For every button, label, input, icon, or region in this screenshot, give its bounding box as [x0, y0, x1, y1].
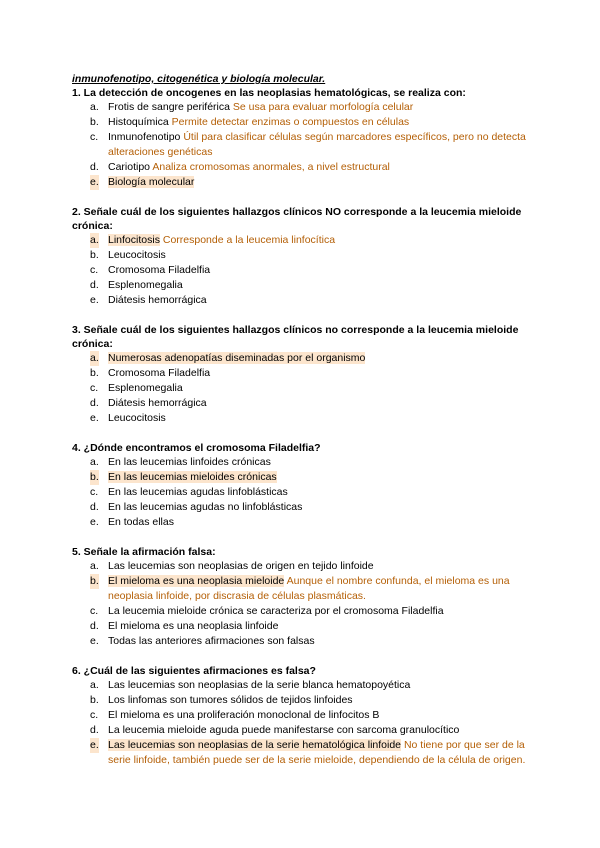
- option-text: En las leucemias linfoides crónicas: [108, 456, 271, 468]
- option-letter: a.: [90, 234, 99, 246]
- option-d: [72, 619, 532, 634]
- option-e: [72, 293, 532, 308]
- option-text: En las leucemias agudas no linfoblásticas: [108, 501, 303, 513]
- option-text: En todas ellas: [108, 516, 174, 528]
- option-letter: e.: [90, 635, 99, 647]
- option-list: [72, 678, 532, 768]
- option-list: [72, 351, 532, 426]
- option-text: En las leucemias mieloides crónicas: [108, 471, 277, 483]
- option-letter: e.: [90, 739, 99, 751]
- option-letter: b.: [90, 471, 99, 483]
- question-1: [72, 86, 532, 190]
- option-c: [72, 130, 532, 160]
- section-subtitle: inmunofenotipo, citogenética y biología molecular.: [72, 73, 326, 85]
- option-text: En las leucemias agudas linfoblásticas: [108, 486, 288, 498]
- option-a: [72, 455, 532, 470]
- option-letter: c.: [90, 131, 99, 143]
- option-list: [72, 100, 532, 190]
- option-letter: b.: [90, 694, 99, 706]
- option-letter: e.: [90, 516, 99, 528]
- option-text: Las leucemias son neoplasias de la serie hematológica linfoide: [108, 739, 402, 751]
- option-text: Esplenomegalia: [108, 382, 183, 394]
- option-letter: a.: [90, 560, 99, 572]
- option-list: [72, 455, 532, 530]
- option-note: Permite detectar enzimas o compuestos en células: [171, 116, 410, 128]
- option-d: [72, 160, 532, 175]
- option-c: [72, 381, 532, 396]
- option-text: La leucemia mieloide crónica se caracteriza por el cromosoma Filadelfia: [108, 605, 444, 617]
- document-page: [72, 72, 532, 783]
- question-title: 3. Señale cuál de los siguientes hallazgos clínicos no corresponde a la leucemia mieloide crónica:: [72, 324, 519, 350]
- question-2: [72, 205, 532, 308]
- option-e-correct: [72, 738, 532, 768]
- option-note: Se usa para evaluar morfología celular: [232, 101, 414, 113]
- option-text: Diátesis hemorrágica: [108, 294, 207, 306]
- option-text: Cromosoma Filadelfia: [108, 367, 211, 379]
- option-e: [72, 634, 532, 649]
- question-3: [72, 323, 532, 426]
- option-a: [72, 559, 532, 574]
- option-text: Histoquímica: [108, 116, 169, 128]
- option-c: [72, 485, 532, 500]
- option-c: [72, 604, 532, 619]
- option-c: [72, 708, 532, 723]
- option-e: [72, 411, 532, 426]
- option-b: [72, 693, 532, 708]
- option-note: Útil para clasificar células según marcadores específicos, pero no detecta alteraciones genéticas: [108, 131, 526, 158]
- option-c: [72, 263, 532, 278]
- option-text: Las leucemias son neoplasias de la serie blanca hematopoyética: [108, 679, 411, 691]
- option-d: [72, 396, 532, 411]
- option-letter: a.: [90, 101, 99, 113]
- question-title: 1. La detección de oncogenes en las neoplasias hematológicas, se realiza con:: [72, 87, 466, 99]
- option-letter: b.: [90, 575, 99, 587]
- option-letter: c.: [90, 382, 99, 394]
- option-text: El mieloma es una neoplasia linfoide: [108, 620, 279, 632]
- question-5: [72, 545, 532, 649]
- option-text: El mieloma es una neoplasia mieloide: [108, 575, 285, 587]
- option-b-correct: [72, 470, 532, 485]
- option-letter: a.: [90, 352, 99, 364]
- option-note: Aunque el nombre confunda, el mieloma es una neoplasia linfoide, por discrasia de células plasmáticas.: [108, 575, 510, 602]
- option-text: Leucocitosis: [108, 412, 166, 424]
- option-letter: e.: [90, 294, 99, 306]
- question-title: 2. Señale cuál de los siguientes hallazgos clínicos NO corresponde a la leucemia mieloide crónica:: [72, 206, 522, 232]
- option-text: Numerosas adenopatías diseminadas por el organismo: [108, 352, 366, 364]
- option-letter: a.: [90, 679, 99, 691]
- option-b: [72, 115, 532, 130]
- option-text: Linfocitosis: [108, 234, 160, 246]
- option-list: [72, 233, 532, 308]
- option-b: [72, 366, 532, 381]
- option-text: Todas las anteriores afirmaciones son falsas: [108, 635, 315, 647]
- option-letter: d.: [90, 620, 99, 632]
- option-letter: c.: [90, 486, 99, 498]
- option-e: [72, 515, 532, 530]
- option-a-correct: [72, 233, 532, 248]
- option-d: [72, 278, 532, 293]
- option-letter: d.: [90, 279, 99, 291]
- option-text: El mieloma es una proliferación monoclonal de linfocitos B: [108, 709, 380, 721]
- option-text: Inmunofenotipo: [108, 131, 181, 143]
- option-e-correct: [72, 175, 532, 190]
- question-6: [72, 664, 532, 768]
- question-title: 4. ¿Dónde encontramos el cromosoma Filadelfia?: [72, 442, 321, 454]
- option-d: [72, 723, 532, 738]
- option-text: Leucocitosis: [108, 249, 166, 261]
- option-letter: e.: [90, 176, 99, 188]
- option-text: Esplenomegalia: [108, 279, 183, 291]
- option-text: Diátesis hemorrágica: [108, 397, 207, 409]
- option-letter: d.: [90, 501, 99, 513]
- option-letter: c.: [90, 264, 99, 276]
- option-text: Cromosoma Filadelfia: [108, 264, 211, 276]
- option-note: Corresponde a la leucemia linfocítica: [162, 234, 336, 246]
- option-letter: d.: [90, 161, 99, 173]
- option-letter: d.: [90, 397, 99, 409]
- option-text: Los linfomas son tumores sólidos de tejidos linfoides: [108, 694, 353, 706]
- option-text: Frotis de sangre periférica: [108, 101, 230, 113]
- option-list: [72, 559, 532, 649]
- option-letter: b.: [90, 367, 99, 379]
- option-d: [72, 500, 532, 515]
- option-text: Biología molecular: [108, 176, 195, 188]
- option-letter: c.: [90, 605, 99, 617]
- option-a: [72, 100, 532, 115]
- option-a: [72, 678, 532, 693]
- option-letter: a.: [90, 456, 99, 468]
- option-letter: c.: [90, 709, 99, 721]
- option-a-correct: [72, 351, 532, 366]
- option-note: No tiene por que ser de la serie linfoide, también puede ser de la serie mieloide, dependiendo de la célula de origen.: [108, 739, 526, 766]
- option-letter: b.: [90, 116, 99, 128]
- question-4: [72, 441, 532, 530]
- option-letter: d.: [90, 724, 99, 736]
- option-text: La leucemia mieloide aguda puede manifestarse con sarcoma granulocítico: [108, 724, 460, 736]
- option-letter: b.: [90, 249, 99, 261]
- option-b-correct: [72, 574, 532, 604]
- option-text: Las leucemias son neoplasias de origen en tejido linfoide: [108, 560, 374, 572]
- option-note: Analiza cromosomas anormales, a nivel estructural: [152, 161, 390, 173]
- option-b: [72, 248, 532, 263]
- question-title: 5. Señale la afirmación falsa:: [72, 546, 216, 558]
- question-title: 6. ¿Cuál de las siguientes afirmaciones es falsa?: [72, 665, 316, 677]
- option-text: Cariotipo: [108, 161, 151, 173]
- option-letter: e.: [90, 412, 99, 424]
